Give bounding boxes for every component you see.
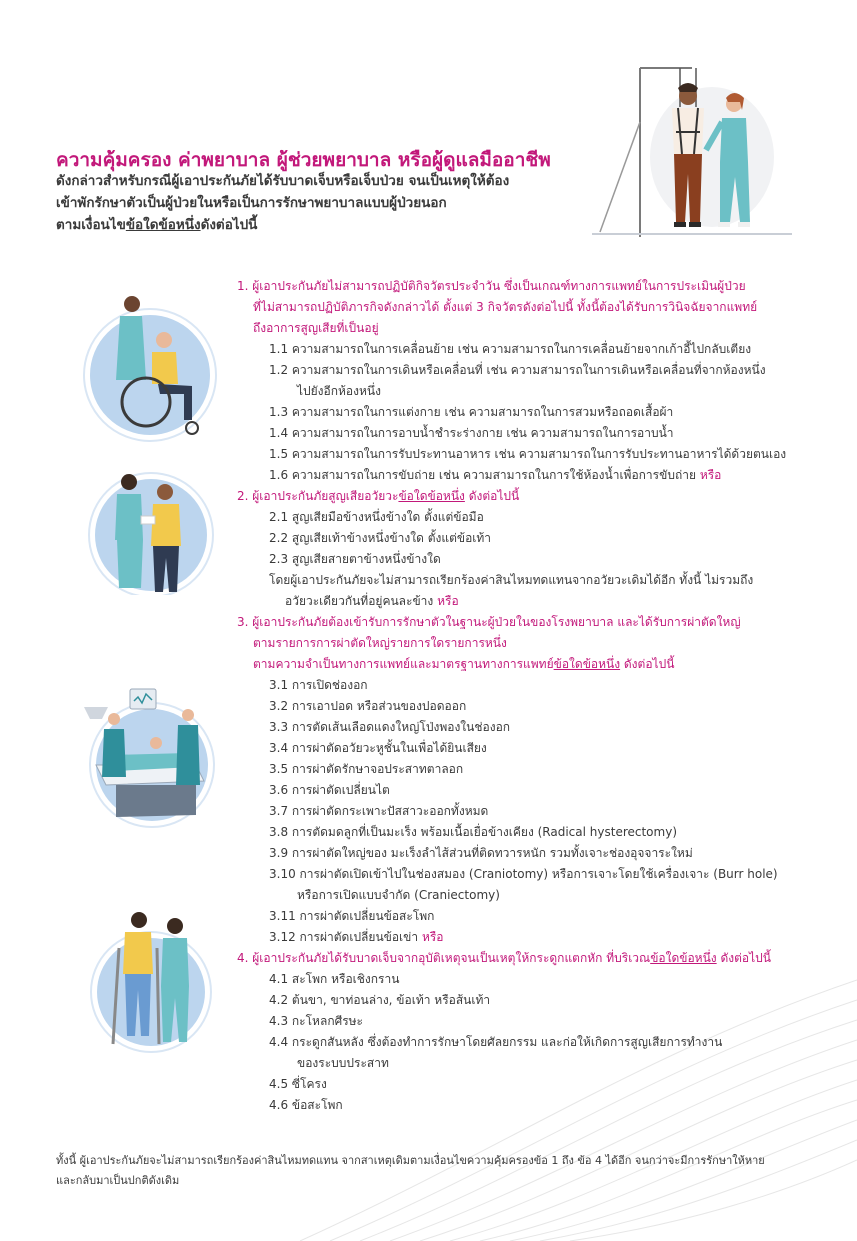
section-4-heading-c: ดังต่อไปนี้ xyxy=(716,951,771,965)
list-item: 1.5 ความสามารถในการรับประทานอาหาร เช่น ความสามารถในการรับประทานอาหารได้ด้วยตนเอง xyxy=(269,447,787,461)
list-item: 4.3 กะโหลกศีรษะ xyxy=(269,1014,364,1028)
footer-line-1: ทั้งนี้ ผู้เอาประกันภัยจะไม่สามารถเรียกร้องค่าสินไหมทดแทน จากสาเหตุเดิมตามเงื่อนไขความคุ้มครองข้อ 1 ถึง ข้อ 4 ได้อีก จนกว่าจะมีการรักษาให้หาย xyxy=(56,1154,765,1167)
section-4 xyxy=(237,948,837,1116)
section-4-heading-a: 4. ผู้เอาประกันภัยได้รับบาดเจ็บจากอุบัติเหตุจนเป็นเหตุให้กระดูกแตกหัก ที่บริเวณ xyxy=(237,951,651,965)
list-item xyxy=(237,927,837,948)
list-item: 4.1 สะโพก หรือเชิงกราน xyxy=(269,972,400,986)
page-title: ความคุ้มครอง ค่าพยาบาล ผู้ช่วยพยาบาล หรือผู้ดูแลมืออาชีพ xyxy=(56,149,551,171)
or-label: หรือ xyxy=(437,594,459,608)
list-item xyxy=(237,465,837,486)
list-item: 4.6 ข้อสะโพก xyxy=(269,1098,343,1112)
list-item: 1.4 ความสามารถในการอาบน้ำชำระร่างกาย เช่น ความสามารถในการอาบน้ำ xyxy=(269,426,674,440)
list-item: 4.4 กระดูกสันหลัง ซึ่งต้องทำการรักษาโดยศัลยกรรม และก่อให้เกิดการสูญเสียการทำงาน xyxy=(269,1035,723,1049)
list-item: 3.7 การผ่าตัดกระเพาะปัสสาวะออกทั้งหมด xyxy=(269,804,489,818)
section-3-heading-line-3 xyxy=(237,654,837,675)
intro-line-3-c: ดังต่อไปนี้ xyxy=(200,217,258,233)
list-item-continuation: หรือการเปิดแบบจำกัด (Craniectomy) xyxy=(297,888,500,902)
footer-line-2: และกลับมาเป็นปกติดังเดิม xyxy=(56,1174,180,1187)
list-item: 4.5 ซี่โครง xyxy=(269,1077,327,1091)
or-label: หรือ xyxy=(421,930,444,944)
list-item: 2.1 สูญเสียมือข้างหนึ่งข้างใด ตั้งแต่ข้อมือ xyxy=(269,510,484,524)
section-2 xyxy=(237,486,837,612)
section-3-heading-line-1: 3. ผู้เอาประกันภัยต้องเข้ารับการรักษาตัวในฐานะผู้ป่วยในของโรงพยาบาล และได้รับการผ่าตัดใหญ่ xyxy=(237,615,741,629)
list-item: 1.1 ความสามารถในการเคลื่อนย้าย เช่น ความสามารถในการเคลื่อนย้ายจากเก้าอี้ไปกลับเตียง xyxy=(269,342,752,356)
section-3-heading-c: ดังต่อไปนี้ xyxy=(620,657,675,671)
conditions-list xyxy=(237,276,837,1116)
intro-line-1: ดังกล่าวสำหรับกรณีผู้เอาประกันภัยได้รับบาดเจ็บหรือเจ็บป่วย จนเป็นเหตุให้ต้อง xyxy=(56,173,510,189)
section-1-heading-line-2: ที่ไม่สามารถปฏิบัติภารกิจดังกล่าวได้ ตั้งแต่ 3 กิจวัตรดังต่อไปนี้ ทั้งนี้ต้องได้รับการวินิจฉัยจากแพทย์ xyxy=(253,300,758,314)
footer-note xyxy=(56,1151,816,1191)
list-item: 3.4 การผ่าตัดอวัยวะหูชั้นในเพื่อได้ยินเสียง xyxy=(269,741,487,755)
section-2-heading-c: ดังต่อไปนี้ xyxy=(464,489,520,503)
section-3-heading-emphasis: ข้อใดข้อหนึ่ง xyxy=(553,657,621,671)
surgery-illustration xyxy=(76,685,221,835)
intro-line-2: เข้าพักรักษาตัวเป็นผู้ป่วยในหรือเป็นการรักษาพยาบาลแบบผู้ป่วยนอก xyxy=(56,195,447,211)
list-item: 3.3 การตัดเส้นเลือดแดงใหญ่โป่งพองในช่องอก xyxy=(269,720,511,734)
list-item: 3.5 การผ่าตัดรักษาจอประสาทตาลอก xyxy=(269,762,464,776)
section-2-note-line-1: โดยผู้เอาประกันภัยจะไม่สามารถเรียกร้องค่าสินไหมทดแทนจากอวัยวะเดิมได้อีก ทั้งนี้ ไม่รวมถึง xyxy=(269,573,754,587)
section-4-heading-emphasis: ข้อใดข้อหนึ่ง xyxy=(650,951,717,965)
list-item-text: 1.6 ความสามารถในการขับถ่าย เช่น ความสามารถในการใช้ห้องน้ำเพื่อการขับถ่าย xyxy=(269,468,696,482)
section-2-heading-a: 2. ผู้เอาประกันภัยสูญเสียอวัยวะ xyxy=(237,489,399,503)
section-1 xyxy=(237,276,837,486)
intro-line-3-a: ตามเงื่อนไข xyxy=(56,217,126,233)
list-item: 3.10 การผ่าตัดเปิดเข้าไปในช่องสมอง (Craniotomy) หรือการเจาะโดยใช้เครื่องเจาะ (Burr hole) xyxy=(269,867,778,881)
section-4-heading xyxy=(237,948,837,969)
list-item: 3.9 การผ่าตัดใหญ่ของ มะเร็งลำไส้ส่วนที่ติดทวารหนัก รวมทั้งเจาะช่องอุจจาระใหม่ xyxy=(269,846,693,860)
list-item: 1.2 ความสามารถในการเดินหรือเคลื่อนที่ เช่น ความสามารถในการเดินหรือเคลื่อนที่จากห้องหนึ่ง xyxy=(269,363,766,377)
list-item: 2.2 สูญเสียเท้าข้างหนึ่งข้างใด ตั้งแต่ข้อเท้า xyxy=(269,531,492,545)
intro-line-3-emphasis: ข้อใดข้อหนึ่ง xyxy=(125,217,201,233)
list-item-continuation: ของระบบประสาท xyxy=(297,1056,389,1070)
section-3 xyxy=(237,612,837,948)
section-2-heading-emphasis: ข้อใดข้อหนึ่ง xyxy=(398,489,465,503)
list-item: 2.3 สูญเสียสายตาข้างหนึ่งข้างใด xyxy=(269,552,441,566)
section-3-heading-a: ตามความจำเป็นทางการแพทย์และมาตรฐานทางการแพทย์ xyxy=(253,657,554,671)
crutches-illustration xyxy=(85,908,220,1053)
section-2-note-text: อวัยวะเดียวกันที่อยู่คนละข้าง xyxy=(285,594,434,608)
list-item: 3.6 การผ่าตัดเปลี่ยนไต xyxy=(269,783,390,797)
section-2-note-line-2 xyxy=(237,591,837,612)
list-item: 1.3 ความสามารถในการแต่งกาย เช่น ความสามารถในการสวมหรือถอดเสื้อผ้า xyxy=(269,405,674,419)
list-item-text: 3.12 การผ่าตัดเปลี่ยนข้อเข่า xyxy=(269,930,419,944)
section-1-heading-line-1: 1. ผู้เอาประกันภัยไม่สามารถปฏิบัติกิจวัตรประจำวัน ซึ่งเป็นเกณฑ์ทางการแพทย์ในการประเมินผู้ป่วย xyxy=(237,279,746,293)
intro-text xyxy=(56,170,509,236)
doctor-patient-illustration xyxy=(85,470,220,595)
list-item: 4.2 ต้นขา, ขาท่อนล่าง, ข้อเท้า หรือส้นเท้า xyxy=(269,993,491,1007)
hero-illustration xyxy=(592,62,792,242)
list-item: 3.2 การเอาปอด หรือส่วนของปอดออก xyxy=(269,699,467,713)
list-item: 3.8 การตัดมดลูกที่เป็นมะเร็ง พร้อมเนื้อเยื่อข้างเคียง (Radical hysterectomy) xyxy=(269,825,677,839)
or-label: หรือ xyxy=(699,468,722,482)
section-1-heading-line-3: ถึงอาการสูญเสียที่เป็นอยู่ xyxy=(253,321,379,335)
list-item-continuation: ไปยังอีกห้องหนึ่ง xyxy=(297,384,381,398)
section-2-heading xyxy=(237,486,837,507)
section-3-heading-line-2: ตามรายการการผ่าตัดใหญ่รายการใดรายการหนึ่ง xyxy=(253,636,507,650)
list-item: 3.1 การเปิดช่องอก xyxy=(269,678,368,692)
list-item: 3.11 การผ่าตัดเปลี่ยนข้อสะโพก xyxy=(269,909,435,923)
intro-line-3 xyxy=(56,214,509,236)
wheelchair-illustration xyxy=(80,290,220,445)
